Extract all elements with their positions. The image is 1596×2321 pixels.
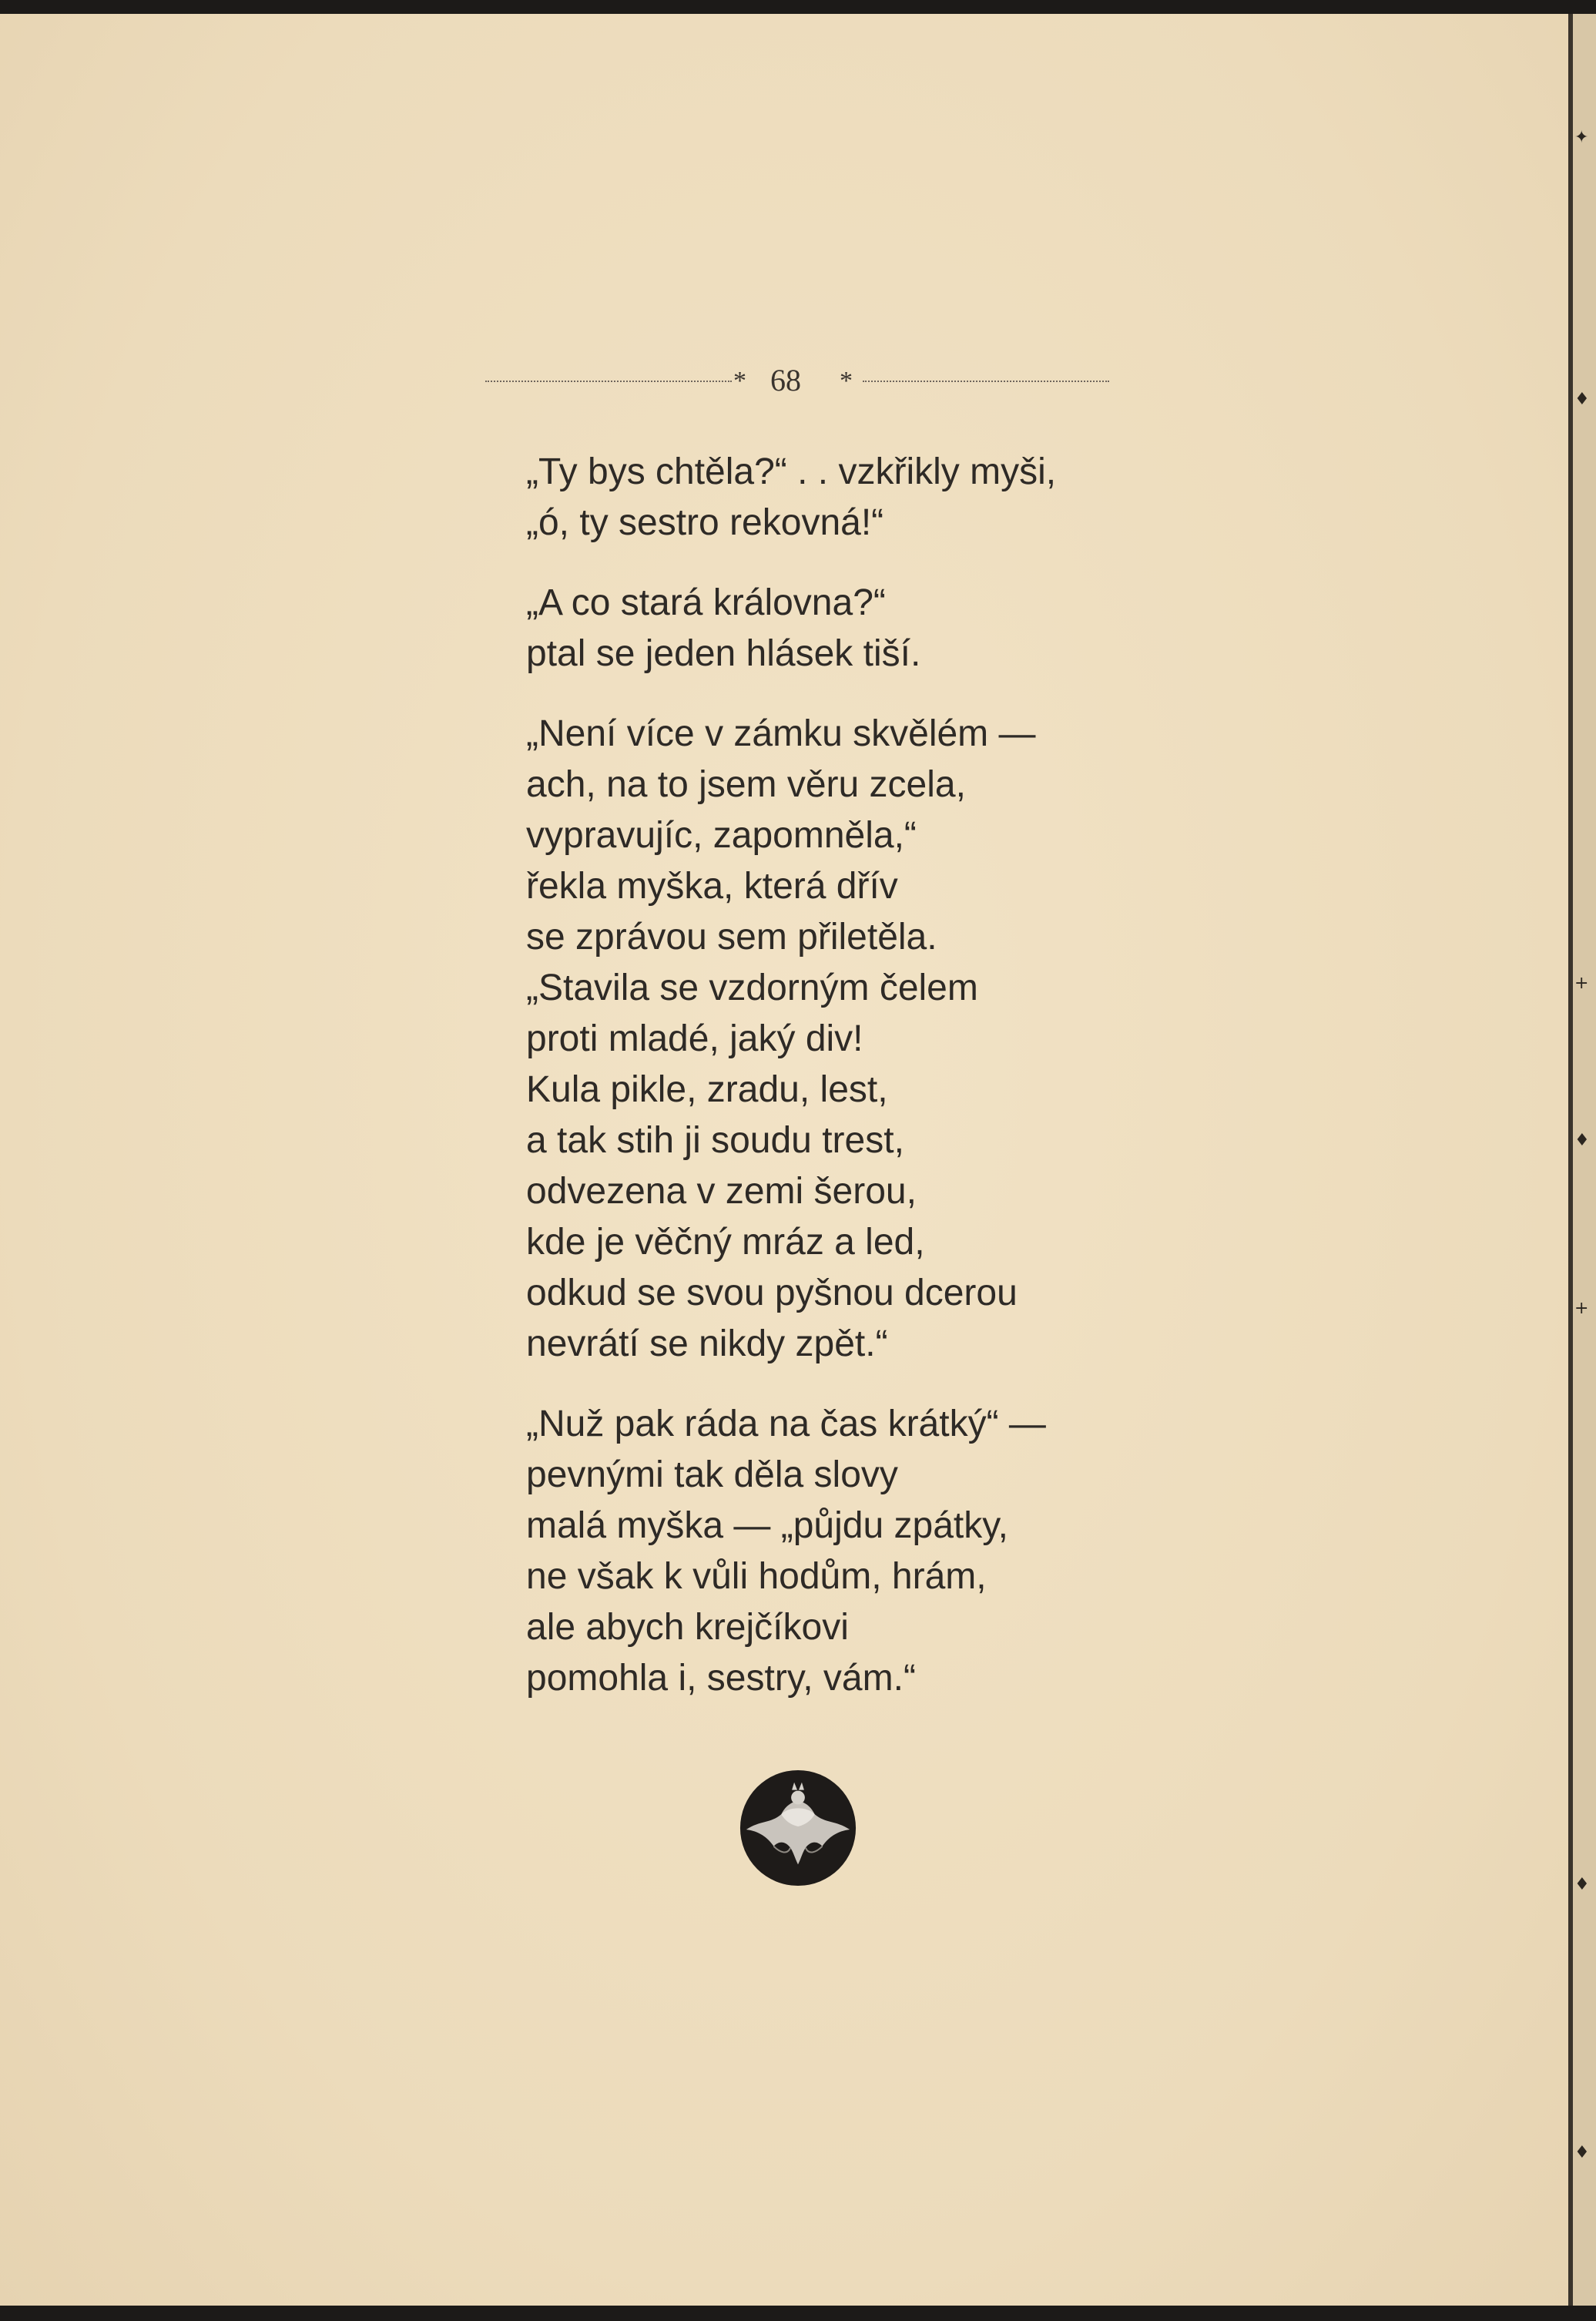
poem-line: se zprávou sem přiletěla. <box>526 917 937 958</box>
poem-line: „Stavila se vzdorným čelem <box>526 968 978 1008</box>
poem-line: malá myška — „půjdu zpátky, <box>526 1505 1008 1546</box>
poem-line: proti mladé, jaký div! <box>526 1018 863 1059</box>
poem-line: „A co stará královna?“ <box>526 582 886 623</box>
binding-mark: ♦ <box>1574 1875 1590 1894</box>
header-dotted-rule-right <box>863 381 1109 382</box>
poem-stanza <box>526 578 1127 679</box>
poem-line: ach, na to jsem věru zcela, <box>526 764 966 805</box>
poem-line: ptal se jeden hlásek tiší. <box>526 633 921 674</box>
binding-mark: + <box>1574 974 1589 993</box>
binding-mark: ♦ <box>1574 2143 1590 2162</box>
poem-line: odkud se svou pyšnou dcerou <box>526 1273 1018 1313</box>
poem-line: nevrátí se nikdy zpět.“ <box>526 1323 888 1364</box>
poem-line: ale abych krejčíkovi <box>526 1607 849 1648</box>
poem-line: „Nuž pak ráda na čas krátký“ — <box>526 1404 1046 1444</box>
poem-stanza <box>526 1399 1127 1704</box>
poem-stanza <box>526 447 1127 548</box>
binding-strip <box>1573 14 1596 2306</box>
poem-line: kde je věčný mráz a led, <box>526 1222 925 1263</box>
header-dotted-rule-left <box>485 381 732 382</box>
poem-line: pomohla i, sestry, vám.“ <box>526 1658 916 1699</box>
page-header <box>485 362 1109 399</box>
poem-line: „Ty bys chtěla?“ . . vzkřikly myši, <box>526 451 1057 492</box>
asterisk-icon: * <box>733 367 746 395</box>
poem-line: „ó, ty sestro rekovná!“ <box>526 502 884 543</box>
binding-mark: ♦ <box>1574 1131 1590 1150</box>
page-number: 68 <box>770 363 801 397</box>
poem-text <box>526 447 1127 1733</box>
bat-vignette-icon <box>737 1767 859 1889</box>
poem-line: „Není více v zámku skvělém — <box>526 713 1036 754</box>
poem-line: a tak stih ji soudu trest, <box>526 1120 904 1161</box>
poem-line: ne však k vůli hodům, hrám, <box>526 1556 987 1597</box>
poem-stanza <box>526 709 1127 1370</box>
binding-mark: + <box>1574 1299 1589 1318</box>
poem-line: pevnými tak děla slovy <box>526 1454 898 1495</box>
poem-line: odvezena v zemi šerou, <box>526 1171 917 1212</box>
poem-line: Kula pikle, zradu, lest, <box>526 1069 888 1110</box>
binding-mark: ♦ <box>1574 390 1590 409</box>
binding-mark: ✦ <box>1574 128 1589 147</box>
asterisk-icon: * <box>840 367 853 395</box>
poem-line: vypravujíc, zapomněla,“ <box>526 815 917 856</box>
poem-line: řekla myška, která dřív <box>526 866 898 907</box>
